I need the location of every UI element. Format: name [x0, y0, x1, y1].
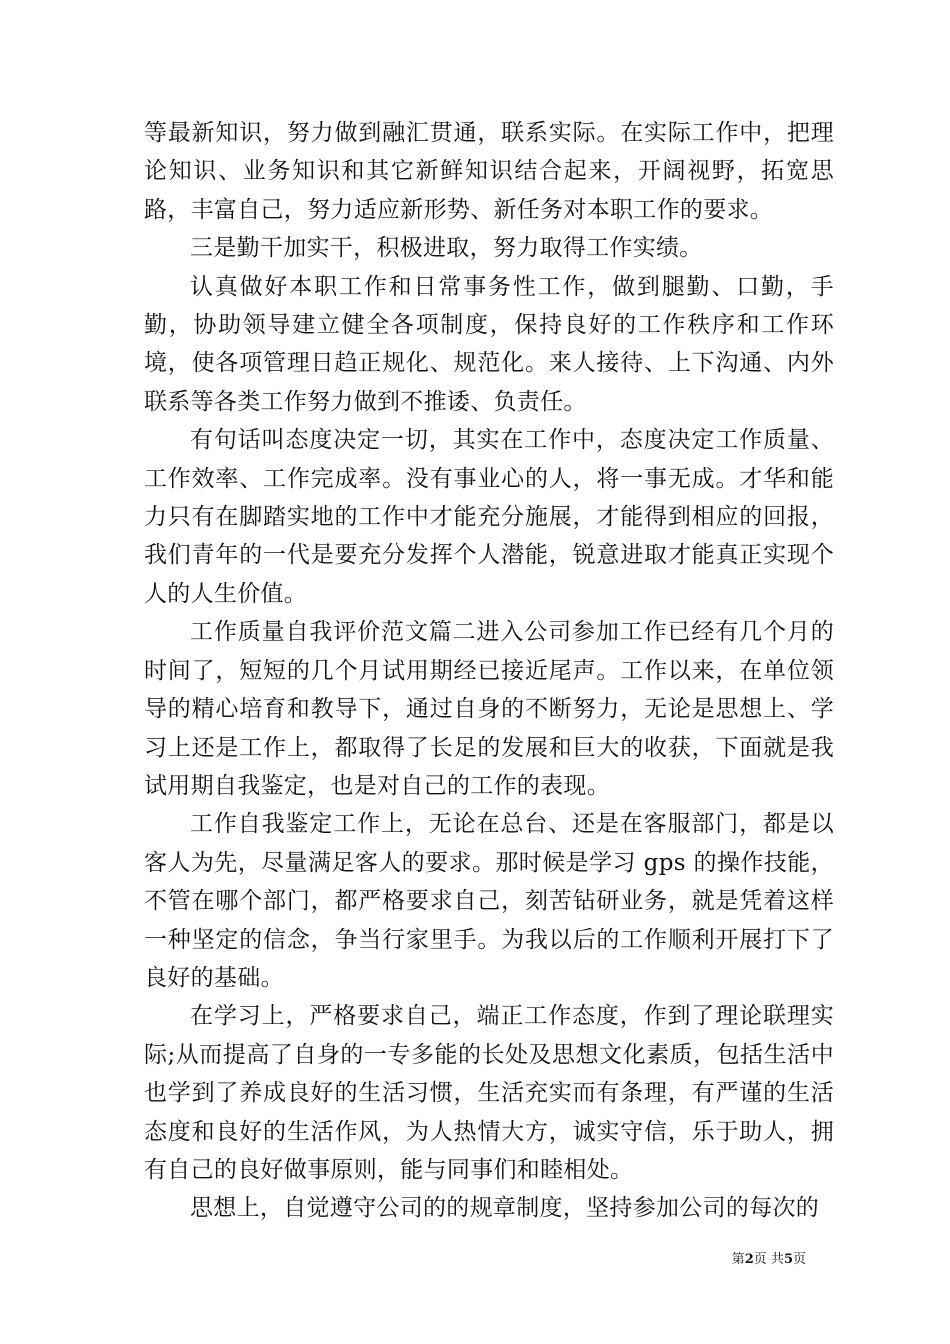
paragraph: 认真做好本职工作和日常事务性工作，做到腿勤、口勤，手勤，协助领导建立健全各项制度，保持良好的工作秩序和工作环境，使各项管理日趋正规化、规范化。来人接待、上下沟通、内外联系等各类工作努力做到不推诿、负责任。	[144, 273, 834, 415]
footer-middle: 页 共	[753, 1252, 784, 1267]
paragraph: 三是勤干加实干，积极进取，努力取得工作实绩。	[190, 235, 703, 262]
document-body	[144, 114, 834, 1228]
current-page-number: 2	[744, 1252, 754, 1267]
footer-prefix: 第	[731, 1252, 745, 1267]
paragraph: 在学习上，严格要求自己，端正工作态度，作到了理论联理实际;从而提高了自身的一专多能的长处及思想文化素质，包括生活中也学到了养成良好的生活习惯，生活充实而有条理，有严谨的生活态度和良好的生活作风，为人热情大方，诚实守信，乐于助人，拥有自己的良好做事原则，能与同事们和睦相处。	[144, 1003, 834, 1183]
paragraph: 等最新知识，努力做到融汇贯通，联系实际。在实际工作中，把理论知识、业务知识和其它新鲜知识结合起来，开阔视野，拓宽思路，丰富自己，努力适应新形势、新任务对本职工作的要求。	[144, 120, 834, 223]
paragraph: 工作自我鉴定工作上，无论在总台、还是在客服部门，都是以客人为先，尽量满足客人的要求。那时候是学习 gps 的操作技能，不管在哪个部门，都严格要求自己，刻苦钻研业务，就是凭着这样一种坚定的信念，争当行家里手。为我以后的工作顺利开展打下了良好的基础。	[144, 811, 834, 991]
total-pages-number: 5	[783, 1252, 793, 1267]
page-footer	[732, 1248, 806, 1267]
paragraph: 有句话叫态度决定一切，其实在工作中，态度决定工作质量、工作效率、工作完成率。没有事业心的人，将一事无成。才华和能力只有在脚踏实地的工作中才能充分施展，才能得到相应的回报，我们青年的一代是要充分发挥个人潜能，锐意进取才能真正实现个人的人生价值。	[144, 427, 834, 607]
paragraph: 思想上，自觉遵守公司的的规章制度，坚持参加公司的每次的	[190, 1195, 820, 1222]
footer-suffix: 页	[792, 1252, 806, 1267]
paragraph: 工作质量自我评价范文篇二进入公司参加工作已经有几个月的时间了，短短的几个月试用期经已接近尾声。工作以来，在单位领导的精心培育和教导下，通过自身的不断努力，无论是思想上、学习上还是工作上，都取得了长足的发展和巨大的收获，下面就是我试用期自我鉴定，也是对自己的工作的表现。	[144, 619, 834, 799]
